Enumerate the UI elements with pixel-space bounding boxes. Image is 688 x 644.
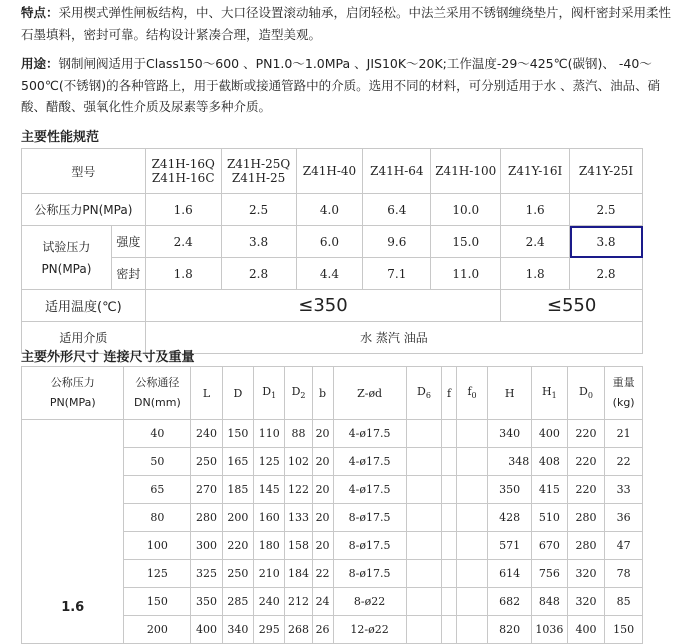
nominal-cell: 2.5 [221,194,296,226]
model-label: 型号 [22,149,146,194]
table-cell: 210 [254,560,285,588]
table-cell: 408 [532,448,568,476]
seal-cell: 7.1 [363,258,431,290]
table-cell: 348 [488,448,532,476]
spec-seal-row [22,258,643,290]
seal-cell: 4.4 [296,258,363,290]
strength-cell: 9.6 [363,226,431,258]
table-cell: 184 [285,560,312,588]
model-cell: Z41H-40 [296,149,363,194]
nominal-cell: 1.6 [501,194,570,226]
table-cell: 4-ø17.5 [333,476,406,504]
strength-cell: 6.0 [296,226,363,258]
header-weight: 重量 (kg) [605,367,643,420]
table-cell: 40 [124,420,191,448]
table-cell [456,532,487,560]
header-H: H [488,367,532,420]
table-cell: 320 [567,560,605,588]
table-cell: 21 [605,420,643,448]
table-cell: 150 [222,420,253,448]
header-D6: $D_6$ [406,367,442,420]
table-cell: 400 [567,616,605,644]
table-cell: 122 [285,476,312,504]
seal-cell: 2.8 [570,258,643,290]
table-cell: 26 [312,616,333,644]
table-cell: 212 [285,588,312,616]
table-cell [406,504,442,532]
table-cell: 50 [124,448,191,476]
table-cell: 510 [532,504,568,532]
table-cell: 1036 [532,616,568,644]
usage-paragraph [21,53,681,118]
medium-label: 适用介质 [22,322,146,354]
table-cell: 320 [567,588,605,616]
table-cell: 820 [488,616,532,644]
spec-model-row [22,149,643,194]
table-cell: 125 [254,448,285,476]
features-paragraph [21,2,681,45]
temp-stainless: ≤550 [501,290,643,322]
features-label: 特点： [21,5,59,20]
table-cell [456,504,487,532]
table-cell [456,616,487,644]
table-cell: 428 [488,504,532,532]
table-cell: 220 [567,420,605,448]
table-cell: 78 [605,560,643,588]
spec-heading: 主要性能规范 [21,130,100,145]
table-cell: 8-ø17.5 [333,532,406,560]
table-cell: 415 [532,476,568,504]
header-H1: $H_1$ [532,367,568,420]
header-f: f [442,367,457,420]
nominal-cell: 6.4 [363,194,431,226]
table-cell: 20 [312,532,333,560]
table-cell: 270 [191,476,222,504]
table-cell [442,420,457,448]
seal-cell: 2.8 [221,258,296,290]
table-cell: 24 [312,588,333,616]
table-cell: 65 [124,476,191,504]
nominal-label: 公称压力PN(MPa) [22,194,146,226]
table-cell: 280 [191,504,222,532]
table-cell: 220 [567,448,605,476]
strength-cell: 2.4 [145,226,221,258]
table-cell [442,560,457,588]
header-D0: $D_0$ [567,367,605,420]
spec-table [21,148,643,354]
model-cell: Z41Y-16I [501,149,570,194]
table-cell: 160 [254,504,285,532]
dims-header-row [22,367,643,420]
dims-heading: 主要外形尺寸 连接尺寸及重量 [21,350,195,365]
table-cell: 8-ø22 [333,588,406,616]
table-cell [442,504,457,532]
table-cell: 8-ø17.5 [333,504,406,532]
strength-cell: 3.8 [221,226,296,258]
spec-temp-row [22,290,643,322]
table-cell [406,420,442,448]
table-cell: 102 [285,448,312,476]
table-cell [442,448,457,476]
temp-carbon: ≤350 [145,290,500,322]
table-cell [456,560,487,588]
table-cell [442,532,457,560]
test-pressure-label: 试验压力 PN(MPa) [22,226,112,290]
model-cell: Z41H-100 [431,149,501,194]
table-cell [406,616,442,644]
table-cell: 133 [285,504,312,532]
nominal-cell: 2.5 [570,194,643,226]
header-dn: 公称通径 DN(mm) [124,367,191,420]
spec-strength-row [22,226,643,258]
table-cell: 400 [191,616,222,644]
features-text: 采用楔式弹性闸板结构，中、大口径设置滚动轴承，启闭轻松。中法兰采用不锈钢缠绕垫片，阀杆密封采用柔性石墨填料，密封可靠。结构设计紧凑合理，造型美观。 [21,5,672,42]
table-cell: 20 [312,504,333,532]
table-cell: 125 [124,560,191,588]
table-cell: 756 [532,560,568,588]
seal-cell: 1.8 [145,258,221,290]
temp-label: 适用温度(℃) [22,290,146,322]
header-D2: $D_2$ [285,367,312,420]
table-cell: 340 [222,616,253,644]
header-f0: $f_0$ [456,367,487,420]
table-cell [406,476,442,504]
table-cell: 4-ø17.5 [333,420,406,448]
table-cell: 165 [222,448,253,476]
table-cell [456,420,487,448]
medium-value: 水 蒸汽 油品 [145,322,642,354]
table-cell: 670 [532,532,568,560]
table-cell: 20 [312,448,333,476]
table-cell: 268 [285,616,312,644]
table-cell [456,476,487,504]
table-cell: 682 [488,588,532,616]
table-row [22,420,643,448]
strength-label: 强度 [111,226,145,258]
table-cell: 350 [191,588,222,616]
table-cell: 250 [222,560,253,588]
table-cell: 350 [488,476,532,504]
table-cell [442,476,457,504]
model-cell: Z41H-16Q Z41H-16C [145,149,221,194]
header-D: D [222,367,253,420]
table-cell: 220 [567,476,605,504]
usage-text: 钢制闸阀适用于Class150～600 、PN1.0～1.0MPa 、JIS10K～20K;工作温度-29～425℃(碳钢)、 -40～500℃(不锈钢)的各种管路上，用于截断或接通管路中的介质。选用不同的材料，可分别适用于水 、蒸汽、油品、硝酸、醋酸、强氧化性介质及尿素等多种介质。 [21,56,661,114]
table-cell: 250 [191,448,222,476]
table-cell: 158 [285,532,312,560]
table-cell: 200 [222,504,253,532]
table-cell: 100 [124,532,191,560]
table-cell: 22 [312,560,333,588]
table-cell: 4-ø17.5 [333,448,406,476]
header-Z: Z-ød [333,367,406,420]
table-cell: 340 [488,420,532,448]
table-cell [406,532,442,560]
table-cell: 280 [567,532,605,560]
seal-cell: 11.0 [431,258,501,290]
spec-nominal-row [22,194,643,226]
table-cell: 8-ø17.5 [333,560,406,588]
table-cell: 295 [254,616,285,644]
table-cell: 150 [605,616,643,644]
table-cell: 150 [124,588,191,616]
model-cell: Z41H-25Q Z41H-25 [221,149,296,194]
table-cell: 240 [254,588,285,616]
table-cell: 110 [254,420,285,448]
table-cell: 20 [312,420,333,448]
table-cell [456,448,487,476]
table-cell [442,616,457,644]
dims-body [22,420,643,644]
table-cell [442,588,457,616]
table-cell: 145 [254,476,285,504]
header-D1: $D_1$ [254,367,285,420]
table-cell: 571 [488,532,532,560]
dims-table [21,366,643,644]
model-cell: Z41H-64 [363,149,431,194]
table-cell: 400 [532,420,568,448]
table-cell: 300 [191,532,222,560]
table-cell [406,448,442,476]
table-cell: 285 [222,588,253,616]
header-L: L [191,367,222,420]
table-cell [456,588,487,616]
strength-cell: 15.0 [431,226,501,258]
table-cell: 200 [124,616,191,644]
header-b: b [312,367,333,420]
pn-value: 1.6 [22,420,124,644]
table-cell: 22 [605,448,643,476]
seal-cell: 1.8 [501,258,570,290]
seal-label: 密封 [111,258,145,290]
table-cell: 47 [605,532,643,560]
model-cell: Z41Y-25I [570,149,643,194]
table-cell: 848 [532,588,568,616]
table-cell: 36 [605,504,643,532]
nominal-cell: 1.6 [145,194,221,226]
table-cell: 20 [312,476,333,504]
table-cell: 12-ø22 [333,616,406,644]
table-cell [406,588,442,616]
table-cell [406,560,442,588]
table-cell: 88 [285,420,312,448]
strength-cell: 2.4 [501,226,570,258]
header-pn: 公称压力 PN(MPa) [22,367,124,420]
table-cell: 185 [222,476,253,504]
table-cell: 280 [567,504,605,532]
selected-cell[interactable]: 3.8 [570,226,643,258]
nominal-cell: 10.0 [431,194,501,226]
table-cell: 80 [124,504,191,532]
table-cell: 180 [254,532,285,560]
table-cell: 220 [222,532,253,560]
table-cell: 85 [605,588,643,616]
table-cell: 614 [488,560,532,588]
usage-label: 用途： [21,56,59,71]
nominal-cell: 4.0 [296,194,363,226]
table-cell: 325 [191,560,222,588]
table-cell: 240 [191,420,222,448]
table-cell: 33 [605,476,643,504]
